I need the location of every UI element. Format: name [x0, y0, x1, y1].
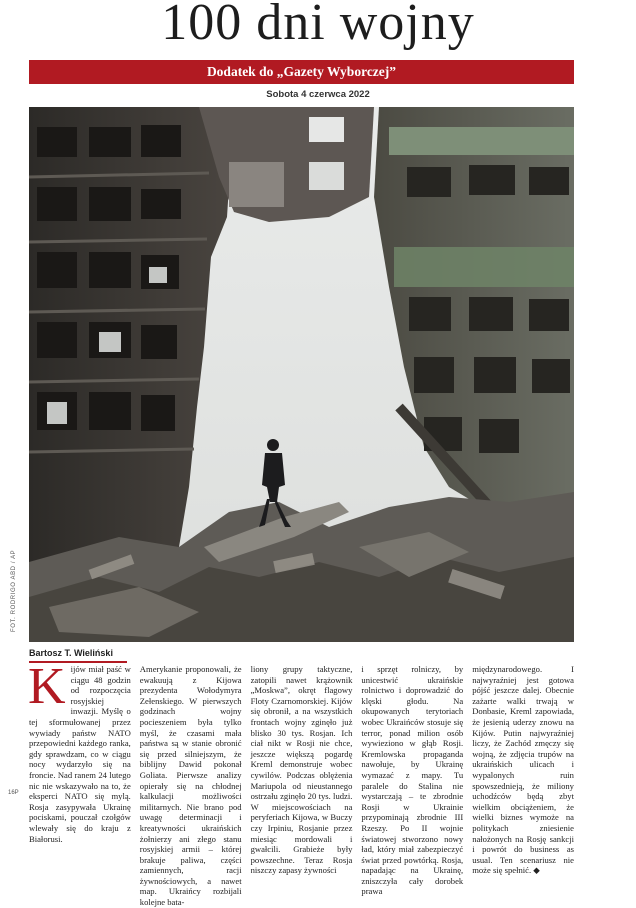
article-paragraph: Amerykanie proponowali, że ewakuują z Kijowa prezydenta Wołodymyra Zełenskiego. W pierwszych godzinach wojny pocieszeniem była tylko myśl, że czasami mała państwa są w stanie obronić się przed silniejszym, że biblijny Dawid pokonał Goliata. Pierwsze analizy opierały się na chłodnej kalkulacji możliwości militarnych. Nie brano pod uwagę determinacji i kreatywności ukraińskich żołnierzy ani złego stanu rosyjskiej armii – której brakuje paliwa, części zamiennych, racji żywnościowych, a nawet map. Ukraińcy rozbijali kolejne bata-: [139, 664, 242, 908]
article-body: [28, 658, 574, 908]
supplement-title: 100 dni wojny: [161, 0, 475, 51]
article-column-1: [28, 658, 131, 844]
lead-photo: [29, 107, 574, 642]
article-paragraph: międzynarodowego. I najwyraźniej jest gotowa pójść jeszcze dalej. Obecnie zażarte walki trwają w Donbasie, Kreml zapowiada, że jesienią uderzy znowu na Kijów. Putin najwyraźniej liczy, że Zachód zmęczy się wojną, że zdjęcia trupów na ukraińskich ulicach i wypalonych ruin spowszednieją, że miliony uchodźców będą zbyt wielkim obciążeniem, że wielki biznes wymoże na politykach zniesienie nałożonych na Rosję sankcji i powrót do business as usual. Ten scenariusz nie może się spełnić. ◆: [472, 664, 574, 876]
article-column-5: [472, 664, 574, 876]
supplement-banner: Dodatek do „Gazety Wyborczej”: [29, 60, 574, 84]
photo-credit: FOT. RODRIGO ABD / AP: [11, 549, 17, 632]
article-paragraph: i sprzęt rolniczy, by unicestwić ukraińskie rolnictwo i doprowadzić do klęski głodu. Na okupowanych terytoriach wobec Ukraińców stosuje się terror, ponad milion osób wywieziono w głąb Rosji. Kremlowska propaganda nawołuje, by Ukrainę wymazać z mapy. Tu paralele do Stalina nie wystarczają – te zbrodnie Rosji w Ukrainie przypominają zbrodnie III Rzeszy. Po II wojnie światowej stworzono nowy ład, który miał zabezpieczyć świat przed powtórką. Rosja, napadając na Ukrainę, zniszczyła cały dorobek prawa: [361, 664, 464, 897]
article-paragraph: ijów miał paść w ciągu 48 godzin od rozpoczęcia rosyjskiej inwazji. Myślę o tej sformułowanej przez wywiady państw NATO przepowiedni każdego ranka, gdy sprawdzam, co w ciągu nocy wydarzyło się na froncie. Nad ranem 24 lutego nic nie wskazywało na to, że eksperci NATO się mylą. Rosja zasypywała Ukrainę pociskami, pouczał czołgów wlewały się do kraju z Białorusi.: [29, 664, 131, 844]
article-column-2: [139, 664, 242, 908]
page-number: 16P: [8, 790, 19, 796]
article-paragraph: liony grupy taktyczne, zatopili nawet krążownik „Moskwa”, okręt flagowy Floty Czarnomorskiej. Kijów się obronił, a na wszystkich frontach wojny zginęło już blisko 30 tys. Rosjan. Ich ciał nikt w Rosji nie chce, jeszcze większą pogardę Kreml demonstruje wobec cywilów. Podczas oblężenia Mariupola od nieustannego ostrzału zginęło 20 tys. ludzi. W miejscowościach na peryferiach Kijowa, w Buczy czy Irpiniu, Rosjanie przez miesiąc mordowali i gwałcili. Grabieże były powszechne. Teraz Rosja niszczy zapasy żywności: [250, 664, 353, 876]
article-column-4: [361, 664, 464, 897]
article-column-3: [250, 664, 353, 876]
drop-cap: K: [28, 658, 66, 715]
issue-date: Sobota 4 czerwca 2022: [266, 89, 370, 100]
article-byline: Bartosz T. Wieliński: [29, 648, 127, 663]
masthead: [0, 0, 636, 58]
ruined-building-photo: [29, 107, 574, 642]
